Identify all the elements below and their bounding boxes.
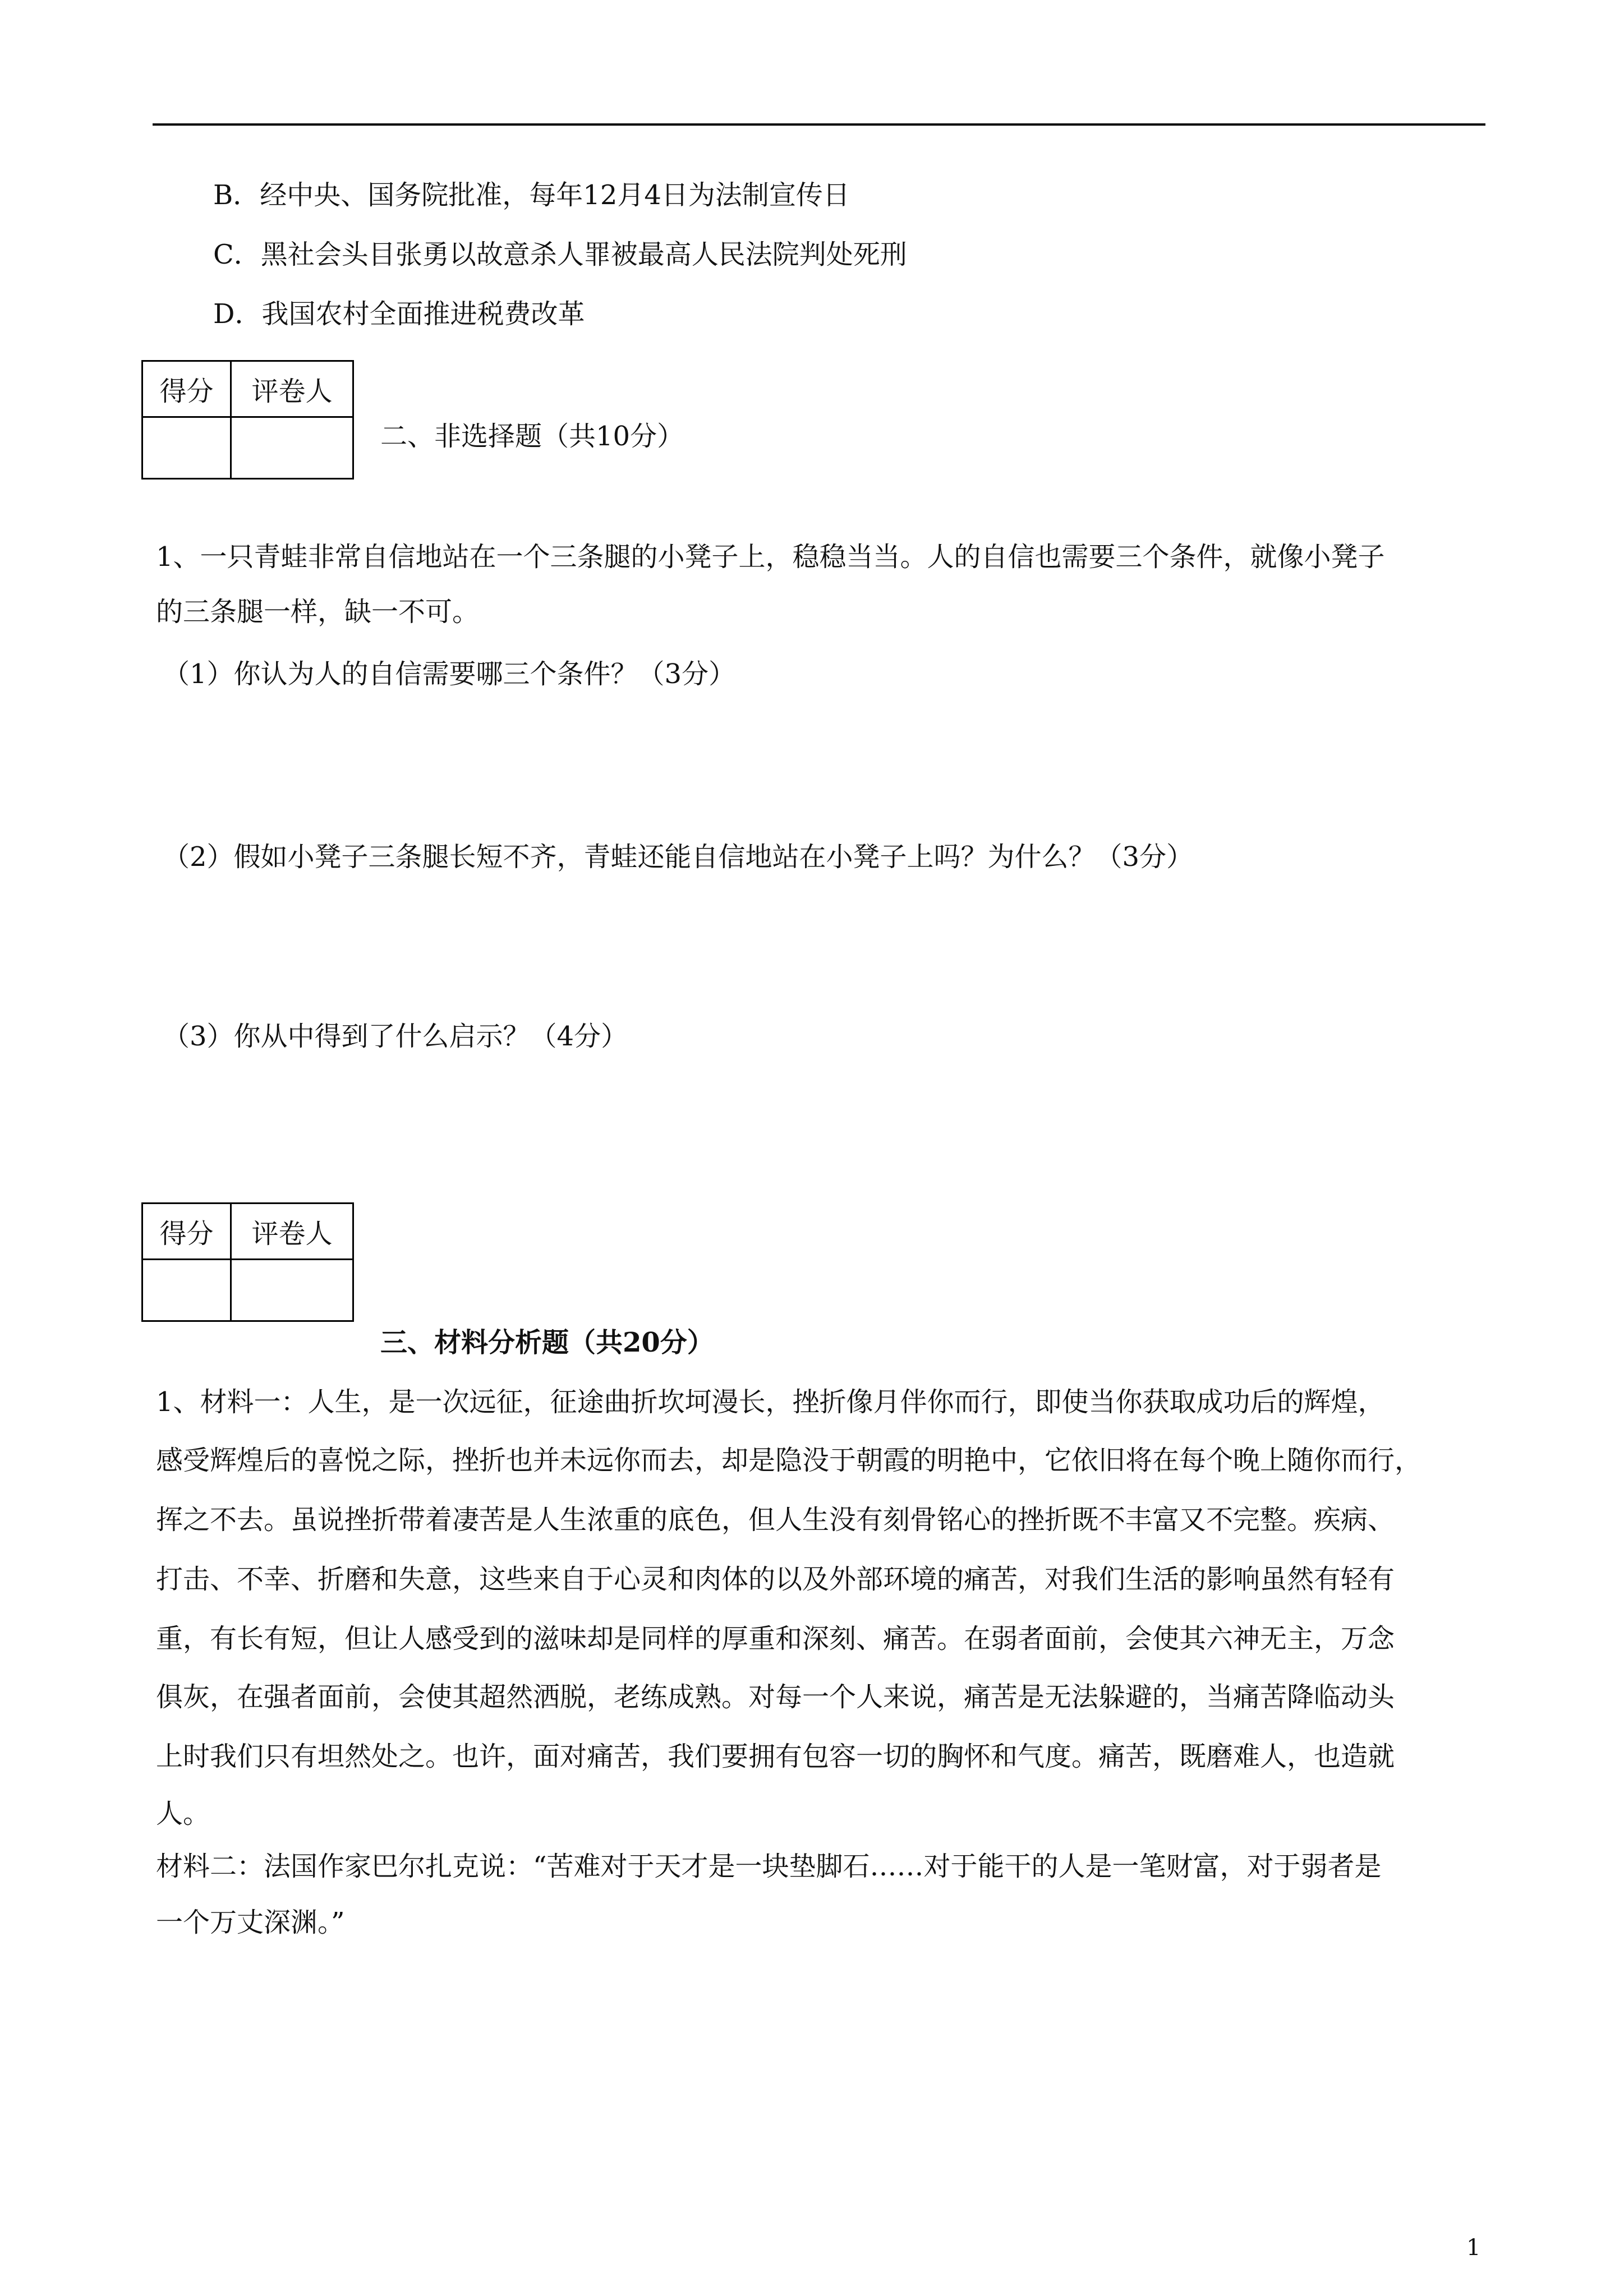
score-label: 得分 — [142, 1204, 231, 1260]
grader-label: 评卷人 — [231, 1204, 353, 1260]
header-rule — [153, 123, 1485, 126]
material-2-line: 材料二：法国作家巴尔扎克说：“苦难对于天才是一块垫脚石……对于能干的人是一笔财富，对于弱者是 — [156, 1851, 1382, 1882]
section-3-title: 三、材料分析题（共20分） — [380, 1327, 714, 1358]
option-d: D．我国农村全面推进税费改革 — [213, 298, 585, 330]
score-table-2 — [141, 1202, 354, 1322]
material-1-line: 打击、不幸、折磨和失意，这些来自于心灵和肉体的以及外部环境的痛苦，对我们生活的影响虽然有轻有 — [156, 1564, 1395, 1595]
sub-question-1: （1）你认为人的自信需要哪三个条件？（3分） — [163, 658, 736, 690]
score-label: 得分 — [142, 361, 231, 417]
material-1-line: 上时我们只有坦然处之。也许，面对痛苦，我们要拥有包容一切的胸怀和气度。痛苦，既磨难人，也造就 — [156, 1741, 1395, 1772]
option-b: B．经中央、国务院批准，每年12月4日为法制宣传日 — [213, 179, 850, 211]
question-1-line-2: 的三条腿一样，缺一不可。 — [156, 596, 480, 628]
section-2-title: 二、非选择题（共10分） — [380, 421, 684, 452]
material-1-line: 人。 — [156, 1798, 210, 1829]
score-cell[interactable] — [142, 417, 231, 479]
material-1-line: 挥之不去。虽说挫折带着凄苦是人生浓重的底色，但人生没有刻骨铭心的挫折既不丰富又不完整。疾病、 — [156, 1504, 1395, 1536]
material-2-line: 一个万丈深渊。” — [156, 1907, 345, 1938]
sub-question-3: （3）你从中得到了什么启示？（4分） — [163, 1021, 628, 1052]
material-1-line: 俱灰，在强者面前，会使其超然洒脱，老练成熟。对每一个人来说，痛苦是无法躲避的，当痛苦降临动头 — [156, 1681, 1395, 1713]
grader-label: 评卷人 — [231, 361, 353, 417]
grader-cell[interactable] — [231, 1260, 353, 1321]
score-table-1 — [141, 360, 354, 480]
score-cell[interactable] — [142, 1260, 231, 1321]
grader-cell[interactable] — [231, 417, 353, 479]
question-1-line-1: 1、一只青蛙非常自信地站在一个三条腿的小凳子上，稳稳当当。人的自信也需要三个条件，就像小凳子 — [156, 541, 1385, 573]
page-number: 1 — [1466, 2235, 1481, 2261]
sub-question-2: （2）假如小凳子三条腿长短不齐，青蛙还能自信地站在小凳子上吗？为什么？（3分） — [163, 841, 1194, 873]
material-1-line: 感受辉煌后的喜悦之际，挫折也并未远你而去，却是隐没于朝霞的明艳中，它依旧将在每个晚上随你而行， — [156, 1445, 1422, 1476]
material-1-line: 重，有长有短，但让人感受到的滋味却是同样的厚重和深刻、痛苦。在弱者面前，会使其六神无主，万念 — [156, 1623, 1395, 1654]
material-1-line: 1、材料一：人生，是一次远征，征途曲折坎坷漫长，挫折像月伴你而行，即使当你获取成功后的辉煌， — [156, 1386, 1385, 1418]
option-c: C．黑社会头目张勇以故意杀人罪被最高人民法院判处死刑 — [213, 239, 907, 270]
